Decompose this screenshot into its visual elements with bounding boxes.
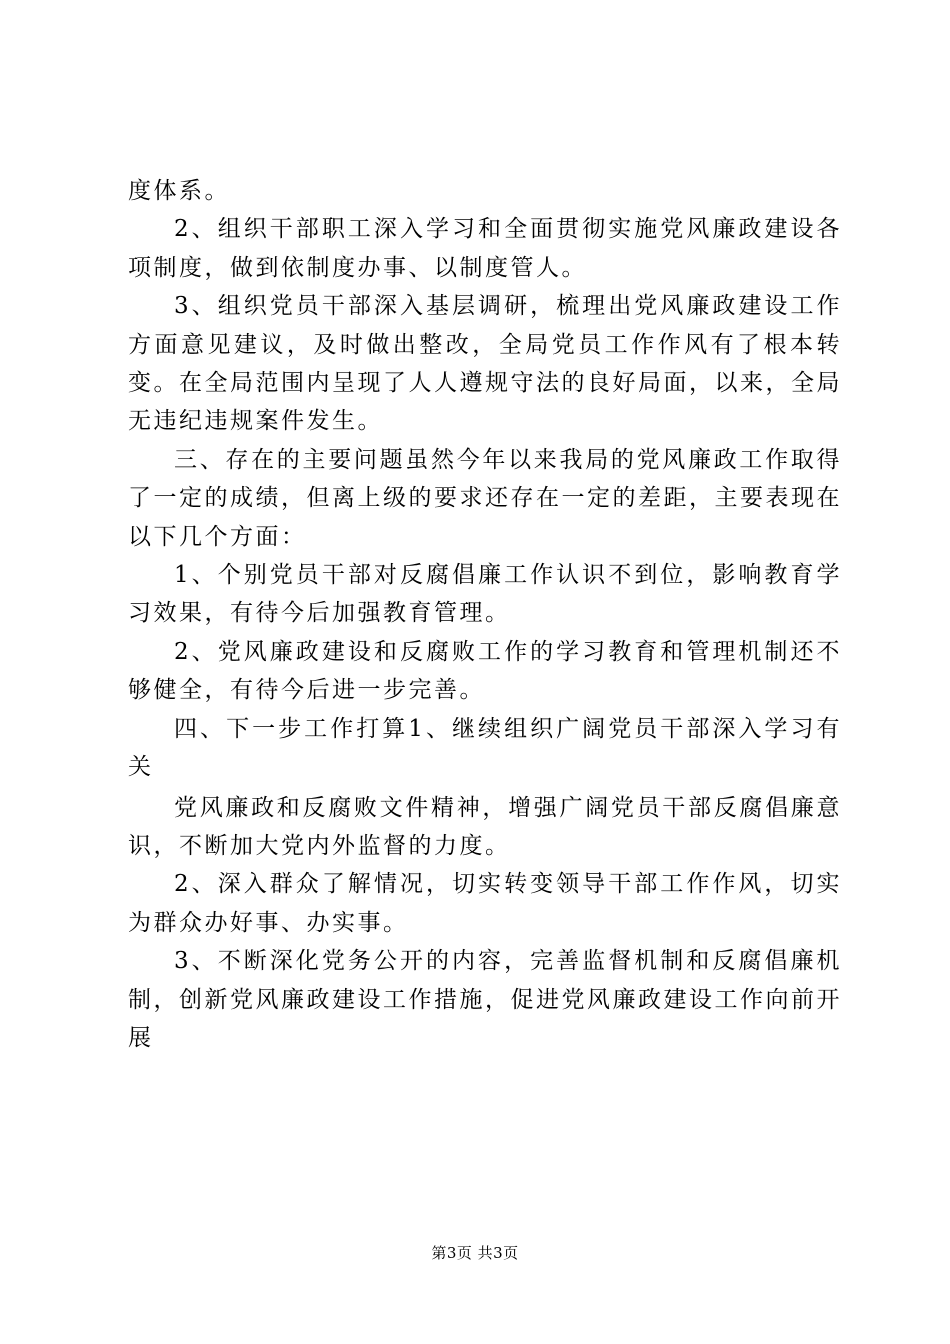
document-body — [128, 172, 842, 1057]
paragraph-problem-1: 1、个别党员干部对反腐倡廉工作认识不到位，影响教育学习效果，有待今后加强教育管理。 — [128, 562, 842, 627]
paragraph-plan-3: 3、不断深化党务公开的内容，完善监督机制和反腐倡廉机制，创新党风廉政建设工作措施，促进党风廉政建设工作向前开展 — [128, 948, 842, 1051]
paragraph-continuation: 度体系。 — [128, 178, 230, 204]
paragraph-plan-2: 2、深入群众了解情况，切实转变领导干部工作作风，切实为群众办好事、办实事。 — [128, 871, 842, 936]
paragraph-section-three: 三、存在的主要问题虽然今年以来我局的党风廉政工作取得了一定的成绩，但离上级的要求还存在一定的差距，主要表现在以下几个方面： — [128, 446, 842, 550]
paragraph-section-four: 四、下一步工作打算1、继续组织广阔党员干部深入学习有关 — [128, 715, 842, 781]
paragraph-problem-2: 2、党风廉政建设和反腐败工作的学习教育和管理机制还不够健全，有待今后进一步完善。 — [128, 638, 842, 704]
paragraph-plan-1-continued: 党风廉政和反腐败文件精神，增强广阔党员干部反腐倡廉意识，不断加大党内外监督的力度。 — [128, 794, 842, 859]
page-number-footer: 第3页 共3页 — [431, 1244, 519, 1262]
paragraph-item-3: 3、组织党员干部深入基层调研，梳理出党风廉政建设工作方面意见建议，及时做出整改，全局党员工作作风有了根本转变。在全局范围内呈现了人人遵规守法的良好局面，以来，全局无违纪违规案件发生。 — [128, 293, 842, 435]
paragraph-item-2: 2、组织干部职工深入学习和全面贯彻实施党风廉政建设各项制度，做到依制度办事、以制度管人。 — [128, 216, 842, 281]
